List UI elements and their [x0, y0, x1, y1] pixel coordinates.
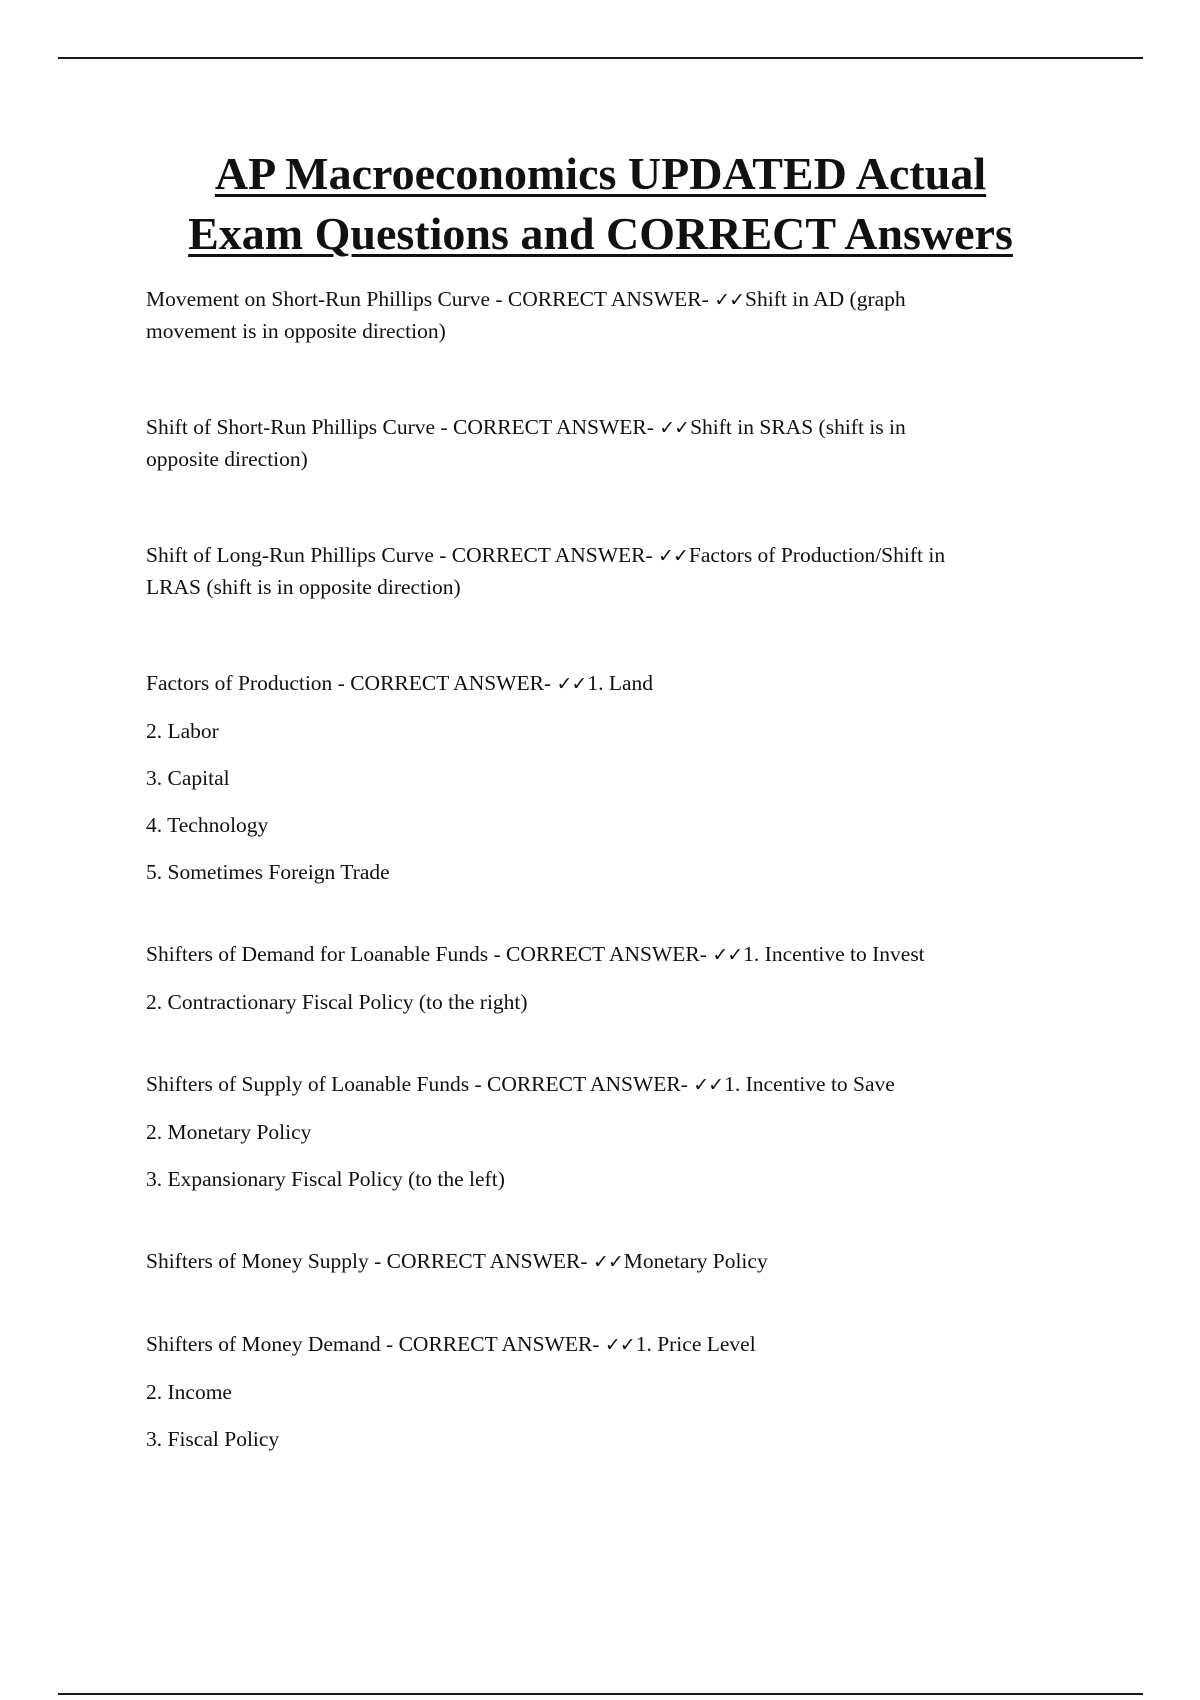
qa-prompt: Shifters of Money Supply - CORRECT ANSWER-	[146, 1249, 593, 1273]
qa-answer: Shift in SRAS (shift is in	[690, 415, 906, 439]
answer-list-item: 3. Expansionary Fiscal Policy (to the left)	[146, 1167, 505, 1191]
answer-list-item: 4. Technology	[146, 813, 269, 837]
qa-question-line	[146, 1069, 1076, 1101]
qa-question-line	[146, 1246, 1076, 1278]
double-check-icon: ✓✓	[592, 1251, 623, 1273]
qa-prompt: Shifters of Demand for Loanable Funds - CORRECT ANSWER-	[146, 942, 713, 966]
qa-answer: Shift in AD (graph	[745, 287, 906, 311]
qa-question-line	[146, 412, 1076, 444]
footer-rule	[58, 1693, 1143, 1695]
double-check-icon: ✓✓	[556, 673, 587, 695]
qa-item	[146, 668, 1076, 888]
double-check-icon: ✓✓	[693, 1074, 724, 1096]
document-title	[58, 144, 1143, 264]
title-line-2: Exam Questions and CORRECT Answers	[188, 208, 1013, 259]
qa-prompt: Shifters of Supply of Loanable Funds - CORRECT ANSWER-	[146, 1072, 694, 1096]
qa-list	[146, 284, 1076, 1506]
title-line-1: AP Macroeconomics UPDATED Actual	[214, 148, 987, 199]
qa-question-line	[146, 284, 1076, 316]
double-check-icon: ✓✓	[714, 289, 745, 311]
qa-item	[146, 1069, 1076, 1195]
qa-answer: 1. Incentive to Invest	[743, 942, 925, 966]
double-check-icon: ✓✓	[659, 417, 690, 439]
qa-question-line	[146, 1329, 1076, 1361]
qa-item	[146, 412, 1076, 475]
qa-answer-continuation: movement is in opposite direction)	[146, 319, 446, 343]
qa-item	[146, 939, 1076, 1018]
qa-answer: Monetary Policy	[623, 1249, 768, 1273]
answer-list-item: 2. Contractionary Fiscal Policy (to the right)	[146, 990, 528, 1014]
qa-answer: 1. Land	[587, 671, 654, 695]
qa-answer: 1. Price Level	[635, 1332, 756, 1356]
qa-answer-continuation: LRAS (shift is in opposite direction)	[146, 575, 461, 599]
answer-list-item: 3. Fiscal Policy	[146, 1427, 280, 1451]
double-check-icon: ✓✓	[658, 545, 688, 567]
qa-question-line	[146, 540, 1076, 572]
qa-answer-continuation: opposite direction)	[146, 447, 308, 471]
qa-item	[146, 1329, 1076, 1455]
qa-question-line	[146, 939, 1076, 971]
answer-list-item: 2. Monetary Policy	[146, 1120, 312, 1144]
answer-list-item: 3. Capital	[146, 766, 230, 790]
header-rule	[58, 57, 1143, 59]
qa-item	[146, 1246, 1076, 1278]
qa-prompt: Movement on Short-Run Phillips Curve - CORRECT ANSWER-	[146, 287, 715, 311]
double-check-icon: ✓✓	[712, 944, 743, 966]
qa-answer: Factors of Production/Shift in	[688, 543, 946, 567]
qa-prompt: Factors of Production - CORRECT ANSWER-	[146, 671, 557, 695]
answer-list-item: 5. Sometimes Foreign Trade	[146, 860, 390, 884]
qa-prompt: Shift of Long-Run Phillips Curve - CORRECT ANSWER-	[146, 543, 659, 567]
qa-prompt: Shift of Short-Run Phillips Curve - CORRECT ANSWER-	[146, 415, 660, 439]
double-check-icon: ✓✓	[604, 1334, 635, 1356]
qa-question-line	[146, 668, 1076, 700]
qa-item	[146, 284, 1076, 347]
answer-list-item: 2. Labor	[146, 719, 219, 743]
qa-item	[146, 540, 1076, 603]
answer-list-item: 2. Income	[146, 1380, 232, 1404]
qa-answer: 1. Incentive to Save	[724, 1072, 895, 1096]
qa-prompt: Shifters of Money Demand - CORRECT ANSWER-	[146, 1332, 605, 1356]
